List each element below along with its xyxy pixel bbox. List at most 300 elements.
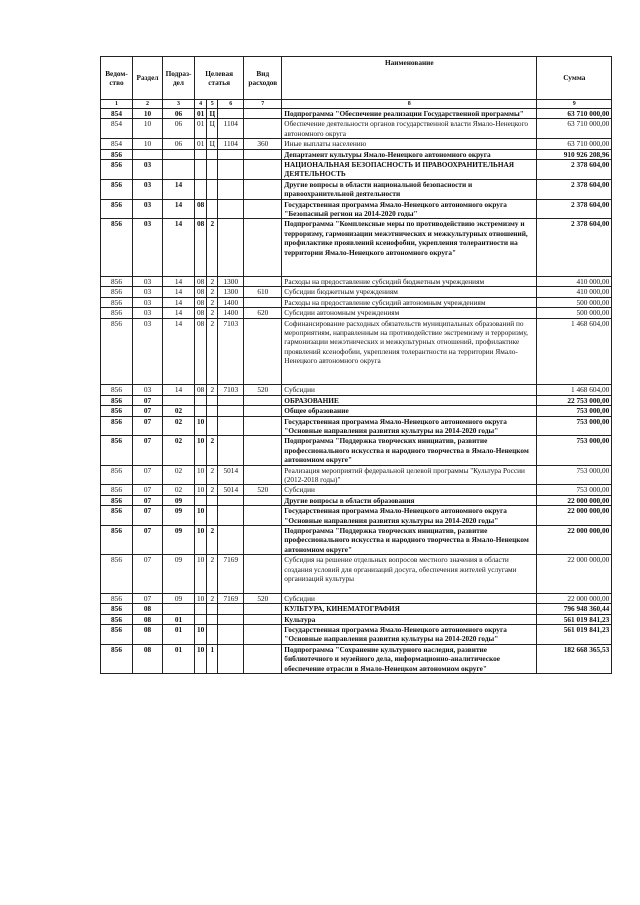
header-name: Наименование bbox=[282, 57, 537, 100]
name-cell: Государственная программа Ямало-Ненецкого автономного округа "Безопасный регион на 2014-2020 годы" bbox=[282, 199, 537, 219]
budget-rows bbox=[101, 109, 612, 674]
subsection-cell: 14 bbox=[163, 179, 195, 199]
dept-cell: 856 bbox=[101, 495, 133, 505]
target-program-cell bbox=[195, 604, 207, 614]
header-amount: Сумма bbox=[537, 57, 612, 100]
target-item-cell bbox=[218, 395, 244, 405]
amount-cell: 2 378 604,00 bbox=[537, 219, 612, 276]
name-cell: Субсидии автономным учреждениям bbox=[282, 308, 537, 318]
section-cell: 07 bbox=[133, 485, 163, 495]
section-cell: 03 bbox=[133, 179, 163, 199]
target-item-cell bbox=[218, 406, 244, 416]
target-subprogram-cell bbox=[207, 395, 218, 405]
amount-cell: 22 000 000,00 bbox=[537, 593, 612, 603]
subsection-cell: 02 bbox=[163, 406, 195, 416]
expense-type-cell bbox=[244, 276, 282, 286]
target-item-cell: 1104 bbox=[218, 139, 244, 149]
name-cell: Государственная программа Ямало-Ненецкого автономного округа "Основные направления развития культуры на 2014-2020 годы" bbox=[282, 625, 537, 645]
subsection-cell: 06 bbox=[163, 119, 195, 139]
dept-cell: 854 bbox=[101, 139, 133, 149]
section-cell: 08 bbox=[133, 625, 163, 645]
name-cell: Подпрограмма "Поддержка творческих инициатив, развитие профессионального искусства и народного творчества в Ямало-Ненецком автономном округе" bbox=[282, 436, 537, 465]
amount-cell: 22 000 000,00 bbox=[537, 495, 612, 505]
section-cell: 07 bbox=[133, 506, 163, 526]
header-dept: Ведом-ство bbox=[101, 57, 133, 100]
target-item-cell bbox=[218, 614, 244, 624]
target-subprogram-cell: 2 bbox=[207, 276, 218, 286]
expense-type-cell bbox=[244, 406, 282, 416]
section-cell bbox=[133, 149, 163, 159]
section-cell: 03 bbox=[133, 287, 163, 297]
expense-type-cell bbox=[244, 416, 282, 436]
amount-cell: 63 710 000,00 bbox=[537, 119, 612, 139]
target-program-cell: 08 bbox=[195, 219, 207, 276]
expense-type-cell bbox=[244, 614, 282, 624]
expense-type-cell bbox=[244, 526, 282, 555]
table-row bbox=[101, 436, 612, 465]
name-cell: КУЛЬТУРА, КИНЕМАТОГРАФИЯ bbox=[282, 604, 537, 614]
target-subprogram-cell bbox=[207, 506, 218, 526]
table-row bbox=[101, 179, 612, 199]
dept-cell: 856 bbox=[101, 385, 133, 395]
dept-cell: 856 bbox=[101, 287, 133, 297]
subsection-cell: 09 bbox=[163, 495, 195, 505]
amount-cell: 22 753 000,00 bbox=[537, 395, 612, 405]
target-subprogram-cell bbox=[207, 604, 218, 614]
target-subprogram-cell: 2 bbox=[207, 308, 218, 318]
expense-type-cell bbox=[244, 436, 282, 465]
amount-cell: 910 926 208,96 bbox=[537, 149, 612, 159]
expense-type-cell bbox=[244, 555, 282, 594]
name-cell: Субсидии bbox=[282, 485, 537, 495]
expense-type-cell: 520 bbox=[244, 385, 282, 395]
target-program-cell: 10 bbox=[195, 436, 207, 465]
column-number: 8 bbox=[282, 100, 537, 109]
amount-cell: 63 710 000,00 bbox=[537, 139, 612, 149]
amount-cell: 500 000,00 bbox=[537, 308, 612, 318]
target-item-cell bbox=[218, 644, 244, 673]
subsection-cell: 02 bbox=[163, 416, 195, 436]
target-program-cell: 10 bbox=[195, 526, 207, 555]
subsection-cell: 09 bbox=[163, 593, 195, 603]
subsection-cell: 14 bbox=[163, 297, 195, 307]
dept-cell: 856 bbox=[101, 614, 133, 624]
amount-cell: 561 019 841,23 bbox=[537, 625, 612, 645]
expense-type-cell bbox=[244, 109, 282, 119]
amount-cell: 796 948 360,44 bbox=[537, 604, 612, 614]
table-row bbox=[101, 555, 612, 594]
target-subprogram-cell: 2 bbox=[207, 287, 218, 297]
expense-type-cell bbox=[244, 495, 282, 505]
target-program-cell: 08 bbox=[195, 385, 207, 395]
dept-cell: 856 bbox=[101, 593, 133, 603]
dept-cell: 856 bbox=[101, 625, 133, 645]
target-subprogram-cell bbox=[207, 149, 218, 159]
target-subprogram-cell bbox=[207, 495, 218, 505]
column-number: 9 bbox=[537, 100, 612, 109]
name-cell: Субсидии bbox=[282, 385, 537, 395]
target-subprogram-cell: 2 bbox=[207, 485, 218, 495]
subsection-cell: 02 bbox=[163, 465, 195, 485]
budget-table bbox=[100, 56, 612, 674]
target-item-cell: 1400 bbox=[218, 308, 244, 318]
section-cell: 07 bbox=[133, 495, 163, 505]
target-item-cell: 1300 bbox=[218, 287, 244, 297]
amount-cell: 753 000,00 bbox=[537, 436, 612, 465]
subsection-cell bbox=[163, 160, 195, 180]
section-cell: 08 bbox=[133, 644, 163, 673]
target-subprogram-cell: 2 bbox=[207, 219, 218, 276]
column-number: 3 bbox=[163, 100, 195, 109]
target-item-cell bbox=[218, 416, 244, 436]
target-subprogram-cell: 2 bbox=[207, 297, 218, 307]
table-row bbox=[101, 506, 612, 526]
target-program-cell: 10 bbox=[195, 625, 207, 645]
table-row bbox=[101, 139, 612, 149]
target-program-cell: 01 bbox=[195, 109, 207, 119]
table-row bbox=[101, 149, 612, 159]
subsection-cell: 14 bbox=[163, 199, 195, 219]
name-cell: Государственная программа Ямало-Ненецкого автономного округа "Основные направления развития культуры на 2014-2020 годы" bbox=[282, 506, 537, 526]
table-row bbox=[101, 604, 612, 614]
target-program-cell: 08 bbox=[195, 276, 207, 286]
table-row bbox=[101, 276, 612, 286]
target-program-cell: 10 bbox=[195, 485, 207, 495]
target-program-cell: 08 bbox=[195, 308, 207, 318]
section-cell: 03 bbox=[133, 276, 163, 286]
name-cell: Реализация мероприятий федеральной целевой программы "Культура России (2012-2018 годы)" bbox=[282, 465, 537, 485]
column-number: 7 bbox=[244, 100, 282, 109]
target-item-cell bbox=[218, 160, 244, 180]
amount-cell: 63 710 000,00 bbox=[537, 109, 612, 119]
expense-type-cell: 620 bbox=[244, 308, 282, 318]
table-row bbox=[101, 485, 612, 495]
name-cell: Расходы на предоставление субсидий автономным учреждениям bbox=[282, 297, 537, 307]
name-cell: Другие вопросы в области образования bbox=[282, 495, 537, 505]
expense-type-cell: 520 bbox=[244, 485, 282, 495]
subsection-cell: 14 bbox=[163, 276, 195, 286]
dept-cell: 856 bbox=[101, 219, 133, 276]
target-subprogram-cell: Ц bbox=[207, 119, 218, 139]
target-item-cell bbox=[218, 436, 244, 465]
target-program-cell bbox=[195, 160, 207, 180]
section-cell: 07 bbox=[133, 465, 163, 485]
name-cell: Подпрограмма "Сохранение культурного наследия, развитие библиотечного и музейного дела, информационно-аналитическое обеспечение отрасли в Ямало-Ненецком автономном округе" bbox=[282, 644, 537, 673]
table-row bbox=[101, 297, 612, 307]
section-cell: 03 bbox=[133, 297, 163, 307]
target-item-cell: 7103 bbox=[218, 385, 244, 395]
expense-type-cell bbox=[244, 179, 282, 199]
target-program-cell: 10 bbox=[195, 593, 207, 603]
section-cell: 03 bbox=[133, 160, 163, 180]
expense-type-cell: 520 bbox=[244, 593, 282, 603]
subsection-cell: 02 bbox=[163, 436, 195, 465]
name-cell: Государственная программа Ямало-Ненецкого автономного округа "Основные направления развития культуры на 2014-2020 годы" bbox=[282, 416, 537, 436]
column-number: 2 bbox=[133, 100, 163, 109]
expense-type-cell bbox=[244, 297, 282, 307]
target-subprogram-cell: 2 bbox=[207, 436, 218, 465]
target-program-cell bbox=[195, 495, 207, 505]
dept-cell: 856 bbox=[101, 160, 133, 180]
dept-cell: 856 bbox=[101, 276, 133, 286]
expense-type-cell bbox=[244, 604, 282, 614]
section-cell: 07 bbox=[133, 395, 163, 405]
table-row bbox=[101, 109, 612, 119]
target-program-cell: 08 bbox=[195, 318, 207, 385]
expense-type-cell bbox=[244, 506, 282, 526]
expense-type-cell bbox=[244, 119, 282, 139]
amount-cell: 410 000,00 bbox=[537, 287, 612, 297]
subsection-cell: 09 bbox=[163, 506, 195, 526]
table-row bbox=[101, 495, 612, 505]
target-item-cell: 5014 bbox=[218, 485, 244, 495]
dept-cell: 856 bbox=[101, 506, 133, 526]
name-cell: НАЦИОНАЛЬНАЯ БЕЗОПАСНОСТЬ И ПРАВООХРАНИТЕЛЬНАЯ ДЕЯТЕЛЬНОСТЬ bbox=[282, 160, 537, 180]
table-row bbox=[101, 644, 612, 673]
amount-cell: 22 000 000,00 bbox=[537, 555, 612, 594]
name-cell: Общее образование bbox=[282, 406, 537, 416]
subsection-cell bbox=[163, 395, 195, 405]
target-subprogram-cell: Ц bbox=[207, 139, 218, 149]
section-cell: 03 bbox=[133, 308, 163, 318]
target-item-cell bbox=[218, 149, 244, 159]
subsection-cell: 01 bbox=[163, 644, 195, 673]
subsection-cell: 06 bbox=[163, 109, 195, 119]
target-item-cell: 1104 bbox=[218, 119, 244, 139]
subsection-cell: 01 bbox=[163, 625, 195, 645]
target-subprogram-cell bbox=[207, 416, 218, 436]
table-row bbox=[101, 385, 612, 395]
header-section: Раздел bbox=[133, 57, 163, 100]
amount-cell: 2 378 604,00 bbox=[537, 179, 612, 199]
name-cell: Департамент культуры Ямало-Ненецкого автономного округа bbox=[282, 149, 537, 159]
section-cell: 10 bbox=[133, 139, 163, 149]
section-cell: 03 bbox=[133, 199, 163, 219]
dept-cell: 856 bbox=[101, 526, 133, 555]
target-subprogram-cell bbox=[207, 179, 218, 199]
target-item-cell bbox=[218, 625, 244, 645]
subsection-cell: 14 bbox=[163, 287, 195, 297]
target-program-cell: 10 bbox=[195, 644, 207, 673]
name-cell: Обеспечение деятельности органов государственной власти Ямало-Ненецкого автономного округа bbox=[282, 119, 537, 139]
target-program-cell: 10 bbox=[195, 555, 207, 594]
name-cell: Подпрограмма "Комплексные меры по противодействию экстремизму и терроризму, гармонизации межэтнических и межкультурных отношений, профилактике проявлений ксенофобии, укрепления толерантности на территории Ямало-Ненецкого автономного округа" bbox=[282, 219, 537, 276]
target-program-cell bbox=[195, 149, 207, 159]
target-subprogram-cell: 2 bbox=[207, 385, 218, 395]
target-item-cell bbox=[218, 526, 244, 555]
amount-cell: 2 378 604,00 bbox=[537, 160, 612, 180]
section-cell: 03 bbox=[133, 219, 163, 276]
dept-cell: 856 bbox=[101, 199, 133, 219]
section-cell: 03 bbox=[133, 318, 163, 385]
dept-cell: 856 bbox=[101, 406, 133, 416]
dept-cell: 856 bbox=[101, 465, 133, 485]
target-program-cell: 08 bbox=[195, 297, 207, 307]
target-program-cell: 08 bbox=[195, 287, 207, 297]
subsection-cell: 02 bbox=[163, 485, 195, 495]
target-program-cell bbox=[195, 614, 207, 624]
dept-cell: 856 bbox=[101, 395, 133, 405]
subsection-cell: 14 bbox=[163, 385, 195, 395]
name-cell: Подпрограмма "Обеспечение реализации Государственной программы" bbox=[282, 109, 537, 119]
amount-cell: 561 019 841,23 bbox=[537, 614, 612, 624]
amount-cell: 753 000,00 bbox=[537, 406, 612, 416]
target-program-cell: 01 bbox=[195, 119, 207, 139]
dept-cell: 856 bbox=[101, 436, 133, 465]
expense-type-cell bbox=[244, 395, 282, 405]
section-cell: 07 bbox=[133, 416, 163, 436]
section-cell: 10 bbox=[133, 119, 163, 139]
header-target: Целевая статья bbox=[195, 57, 244, 100]
section-cell: 07 bbox=[133, 406, 163, 416]
section-cell: 08 bbox=[133, 604, 163, 614]
target-program-cell: 10 bbox=[195, 506, 207, 526]
amount-cell: 753 000,00 bbox=[537, 416, 612, 436]
section-cell: 07 bbox=[133, 526, 163, 555]
target-item-cell: 7169 bbox=[218, 593, 244, 603]
header-expense-type: Вид расходов bbox=[244, 57, 282, 100]
table-row bbox=[101, 119, 612, 139]
dept-cell: 856 bbox=[101, 604, 133, 614]
amount-cell: 22 000 000,00 bbox=[537, 506, 612, 526]
budget-sheet bbox=[100, 56, 612, 674]
target-item-cell bbox=[218, 199, 244, 219]
dept-cell: 856 bbox=[101, 308, 133, 318]
target-program-cell bbox=[195, 406, 207, 416]
table-row bbox=[101, 526, 612, 555]
dept-cell: 856 bbox=[101, 644, 133, 673]
target-subprogram-cell: 2 bbox=[207, 593, 218, 603]
dept-cell: 856 bbox=[101, 485, 133, 495]
expense-type-cell bbox=[244, 318, 282, 385]
dept-cell: 856 bbox=[101, 149, 133, 159]
target-subprogram-cell bbox=[207, 160, 218, 180]
expense-type-cell bbox=[244, 199, 282, 219]
name-cell: Иные выплаты населению bbox=[282, 139, 537, 149]
section-cell: 07 bbox=[133, 436, 163, 465]
table-row bbox=[101, 416, 612, 436]
target-subprogram-cell: 2 bbox=[207, 465, 218, 485]
table-row bbox=[101, 199, 612, 219]
section-cell: 07 bbox=[133, 555, 163, 594]
target-item-cell bbox=[218, 109, 244, 119]
target-item-cell: 5014 bbox=[218, 465, 244, 485]
target-program-cell: 08 bbox=[195, 199, 207, 219]
amount-cell: 753 000,00 bbox=[537, 485, 612, 495]
amount-cell: 500 000,00 bbox=[537, 297, 612, 307]
target-item-cell bbox=[218, 179, 244, 199]
name-cell: Субсидии bbox=[282, 593, 537, 603]
expense-type-cell: 610 bbox=[244, 287, 282, 297]
target-subprogram-cell bbox=[207, 199, 218, 219]
section-cell: 07 bbox=[133, 593, 163, 603]
target-subprogram-cell: Ц bbox=[207, 109, 218, 119]
target-program-cell: 10 bbox=[195, 416, 207, 436]
dept-cell: 856 bbox=[101, 416, 133, 436]
dept-cell: 856 bbox=[101, 297, 133, 307]
column-number: 5 bbox=[207, 100, 218, 109]
subsection-cell bbox=[163, 604, 195, 614]
section-cell: 08 bbox=[133, 614, 163, 624]
section-cell: 03 bbox=[133, 385, 163, 395]
table-row bbox=[101, 160, 612, 180]
subsection-cell: 14 bbox=[163, 308, 195, 318]
subsection-cell: 14 bbox=[163, 318, 195, 385]
name-cell: Подпрограмма "Поддержка творческих инициатив, развитие профессионального искусства и народного творчества в Ямало-Ненецком автономном округе" bbox=[282, 526, 537, 555]
amount-cell: 753 000,00 bbox=[537, 465, 612, 485]
table-row bbox=[101, 395, 612, 405]
expense-type-cell bbox=[244, 219, 282, 276]
expense-type-cell bbox=[244, 160, 282, 180]
header-row bbox=[101, 57, 612, 100]
expense-type-cell bbox=[244, 465, 282, 485]
name-cell: Субсидии бюджетным учреждениям bbox=[282, 287, 537, 297]
name-cell: Софинансирование расходных обязательств муниципальных образований по мероприятиям, направленным на противодействие экстремизму и терроризму, гармонизации межэтнических и межкультурных отношений, профилактике проявлений ксенофобии, укрепления толерантности на территории Ямало-Ненецкого автономного округа bbox=[282, 318, 537, 385]
table-row bbox=[101, 625, 612, 645]
dept-cell: 854 bbox=[101, 109, 133, 119]
expense-type-cell bbox=[244, 149, 282, 159]
subsection-cell: 09 bbox=[163, 555, 195, 594]
amount-cell: 1 468 604,00 bbox=[537, 318, 612, 385]
target-program-cell bbox=[195, 179, 207, 199]
amount-cell: 1 468 604,00 bbox=[537, 385, 612, 395]
subsection-cell: 09 bbox=[163, 526, 195, 555]
target-subprogram-cell: 2 bbox=[207, 555, 218, 594]
name-cell: ОБРАЗОВАНИЕ bbox=[282, 395, 537, 405]
header-subsection: Подраз-дел bbox=[163, 57, 195, 100]
amount-cell: 2 378 604,00 bbox=[537, 199, 612, 219]
target-item-cell bbox=[218, 495, 244, 505]
target-program-cell: 01 bbox=[195, 139, 207, 149]
target-item-cell: 1400 bbox=[218, 297, 244, 307]
target-subprogram-cell bbox=[207, 406, 218, 416]
name-cell: Расходы на предоставление субсидий бюджетным учреждениям bbox=[282, 276, 537, 286]
name-cell: Субсидия на решение отдельных вопросов местного значения в области создания условий для организаций досуга, обеспечения жителей услугами организаций культуры bbox=[282, 555, 537, 594]
table-row bbox=[101, 614, 612, 624]
target-item-cell bbox=[218, 604, 244, 614]
target-subprogram-cell: 1 bbox=[207, 644, 218, 673]
target-subprogram-cell: 2 bbox=[207, 526, 218, 555]
expense-type-cell: 360 bbox=[244, 139, 282, 149]
target-item-cell: 7169 bbox=[218, 555, 244, 594]
table-row bbox=[101, 593, 612, 603]
subsection-cell: 06 bbox=[163, 139, 195, 149]
amount-cell: 182 668 365,53 bbox=[537, 644, 612, 673]
subsection-cell: 01 bbox=[163, 614, 195, 624]
amount-cell: 22 000 000,00 bbox=[537, 526, 612, 555]
column-number: 6 bbox=[218, 100, 244, 109]
name-cell: Культура bbox=[282, 614, 537, 624]
target-subprogram-cell: 2 bbox=[207, 318, 218, 385]
amount-cell: 410 000,00 bbox=[537, 276, 612, 286]
subsection-cell bbox=[163, 149, 195, 159]
section-cell: 10 bbox=[133, 109, 163, 119]
target-item-cell: 1300 bbox=[218, 276, 244, 286]
subsection-cell: 14 bbox=[163, 219, 195, 276]
dept-cell: 854 bbox=[101, 119, 133, 139]
dept-cell: 856 bbox=[101, 318, 133, 385]
target-program-cell bbox=[195, 395, 207, 405]
target-item-cell bbox=[218, 506, 244, 526]
table-row bbox=[101, 465, 612, 485]
expense-type-cell bbox=[244, 625, 282, 645]
target-item-cell: 7103 bbox=[218, 318, 244, 385]
column-number: 1 bbox=[101, 100, 133, 109]
expense-type-cell bbox=[244, 644, 282, 673]
table-row bbox=[101, 406, 612, 416]
target-subprogram-cell bbox=[207, 625, 218, 645]
table-row bbox=[101, 318, 612, 385]
